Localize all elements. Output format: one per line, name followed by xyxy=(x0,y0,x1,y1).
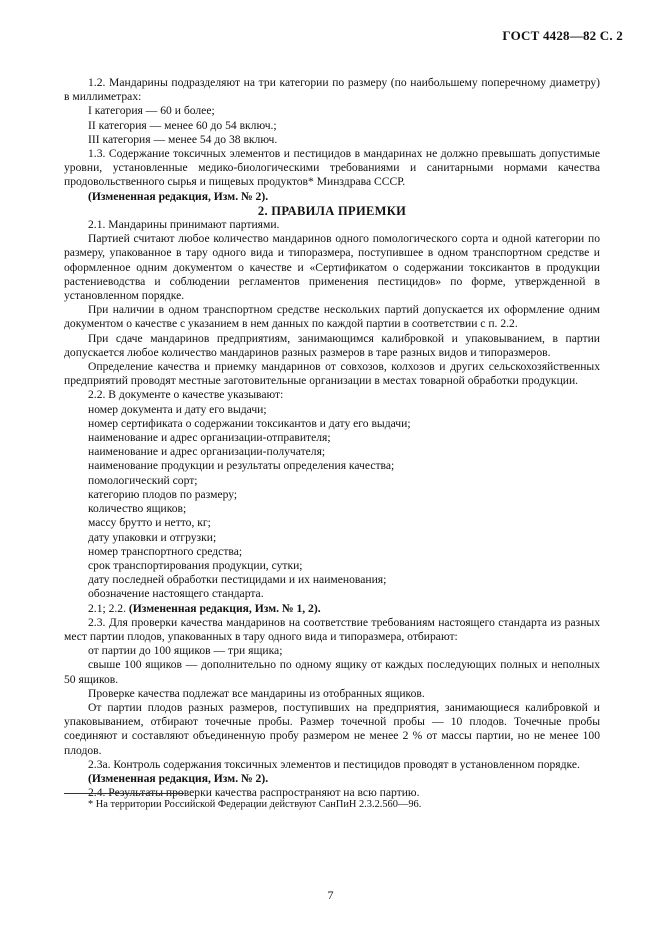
list-item xyxy=(64,573,600,587)
paragraph-text: 2.3а. Контроль содержания токсичных элементов и пестицидов проводят в установленном порядке. xyxy=(88,757,580,771)
paragraph-text: Проверке качества подлежат все мандарины из отобранных ящиков. xyxy=(88,686,425,700)
paragraph xyxy=(64,687,600,701)
list-item xyxy=(64,587,600,601)
list-item xyxy=(64,559,600,573)
paragraph-text: дату упаковки и отгрузки; xyxy=(88,530,217,544)
paragraph xyxy=(64,644,600,658)
list-item xyxy=(64,119,600,133)
list-item xyxy=(64,104,600,118)
paragraph-text: III категория — менее 54 до 38 включ. xyxy=(88,132,278,146)
paragraph-text: массу брутто и нетто, кг; xyxy=(88,516,211,530)
paragraph xyxy=(64,701,600,758)
paragraph xyxy=(64,232,600,303)
paragraph-text: свыше 100 ящиков — дополнительно по одному ящику от каждых последующих полных и неполных 50 ящиков. xyxy=(64,658,600,686)
paragraph-text: дату последней обработки пестицидами и их наименования; xyxy=(88,573,387,587)
document-body xyxy=(64,76,600,800)
paragraph xyxy=(64,388,600,402)
list-item xyxy=(64,502,600,516)
list-item xyxy=(64,531,600,545)
section-heading xyxy=(64,204,600,218)
paragraph-text: Партией считают любое количество мандаринов одного помологического сорта и одной категории по размеру, упакованное в тару одного вида и типоразмера, поступившее в одном транспортном средстве и оформленное одним документом о качестве и «Сертификатом о содержании токсикантов в продукции растениеводства и соблюдении регламентов применения пестицидов» по форме, утвержденной в установленном порядке. xyxy=(64,232,600,303)
paragraph-text: от партии до 100 ящиков — три ящика; xyxy=(88,644,283,658)
paragraph-text: 1.3. Содержание токсичных элементов и пестицидов в мандаринах не должно превышать допустимые уровни, установленные медико-биологическими требованиями и санитарными нормами качества продовольственного сырья и пищевых продуктов* Минздрава СССР. xyxy=(64,147,600,189)
paragraph-text: 2.2. В документе о качестве указывают: xyxy=(88,388,284,402)
paragraph-text: номер сертификата о содержании токсикантов и дату его выдачи; xyxy=(88,416,411,430)
paragraph-text: 2.3. Для проверки качества мандаринов на соответствие требованиям настоящего стандарта из разных мест партии плодов, упакованных в тару одного вида и типоразмера, отбирают: xyxy=(64,615,600,643)
paragraph xyxy=(64,190,600,204)
paragraph-text: обозначение настоящего стандарта. xyxy=(88,587,264,601)
list-item xyxy=(64,431,600,445)
paragraph-text: 2.1; 2.2. xyxy=(88,601,129,615)
amendment-note: (Измененная редакция, Изм. № 1, 2). xyxy=(128,601,321,615)
paragraph-text: 2. ПРАВИЛА ПРИЕМКИ xyxy=(257,203,407,218)
paragraph xyxy=(64,360,600,388)
paragraph-text: II категория — менее 60 до 54 включ.; xyxy=(88,118,277,132)
list-item xyxy=(64,488,600,502)
paragraph-text: 2.4. Результаты проверки качества распространяют на всю партию. xyxy=(88,786,420,800)
list-item xyxy=(64,133,600,147)
paragraph-text: I категория — 60 и более; xyxy=(88,104,215,118)
page-number: 7 xyxy=(327,888,334,902)
paragraph xyxy=(64,616,600,644)
paragraph-text: наименование продукции и результаты определения качества; xyxy=(88,459,395,473)
paragraph-text: номер транспортного средства; xyxy=(88,544,243,558)
list-item xyxy=(64,459,600,473)
paragraph xyxy=(64,218,600,232)
paragraph-text: От партии плодов разных размеров, поступивших на предприятия, занимающиеся калибровкой и упаковыванием, отбирают точечные пробы. Размер точечной пробы — 10 плодов. Точечные пробы соединяют и составляют объединенную пробу размером не менее 2 % от массы партии, но не менее 100 плодов. xyxy=(64,700,600,757)
paragraph-text: 1.2. Мандарины подразделяют на три категории по размеру (по наибольшему поперечному диаметру) в миллиметрах: xyxy=(64,76,600,104)
paragraph xyxy=(64,602,600,616)
paragraph-text: наименование и адрес организации-получателя; xyxy=(88,445,326,459)
paragraph xyxy=(64,147,600,190)
paragraph-text: помологический сорт; xyxy=(88,473,198,487)
paragraph xyxy=(64,332,600,360)
paragraph-text: наименование и адрес организации-отправителя; xyxy=(88,431,331,445)
running-header: ГОСТ 4428—82 С. 2 xyxy=(502,28,623,43)
paragraph-text: категорию плодов по размеру; xyxy=(88,487,238,501)
paragraph-text: Определение качества и приемку мандаринов от совхозов, колхозов и других сельскохозяйственных предприятий проводят местные заготовительные организации в местах товарной обработки продукции. xyxy=(64,360,600,388)
footnote-separator xyxy=(64,793,184,794)
paragraph-text: При наличии в одном транспортном средстве нескольких партий допускается их оформление одним документом о качестве с указанием в нем данных по каждой партии в соответствии с п. 2.2. xyxy=(64,303,600,331)
paragraph xyxy=(64,758,600,772)
paragraph-text: номер документа и дату его выдачи; xyxy=(88,402,267,416)
list-item xyxy=(64,417,600,431)
paragraph xyxy=(64,76,600,104)
list-item xyxy=(64,474,600,488)
list-item xyxy=(64,545,600,559)
paragraph xyxy=(64,303,600,331)
paragraph-text: срок транспортирования продукции, сутки; xyxy=(88,558,303,572)
footnote: * На территории Российской Федерации действуют СанПиН 2.3.2.560—96. xyxy=(88,799,422,810)
paragraph xyxy=(64,658,600,686)
paragraph xyxy=(64,772,600,786)
paragraph-text: (Измененная редакция, Изм. № 2). xyxy=(88,771,269,785)
paragraph-text: количество ящиков; xyxy=(88,502,187,516)
list-item xyxy=(64,403,600,417)
paragraph-text: 2.1. Мандарины принимают партиями. xyxy=(88,218,280,232)
paragraph-text: При сдаче мандаринов предприятиям, занимающимся калибровкой и упаковыванием, в партии допускается любое количество мандаринов разных размеров в таре разных видов и типоразмеров. xyxy=(64,331,600,359)
list-item xyxy=(64,516,600,530)
list-item xyxy=(64,445,600,459)
paragraph-text: (Измененная редакция, Изм. № 2). xyxy=(88,189,269,203)
